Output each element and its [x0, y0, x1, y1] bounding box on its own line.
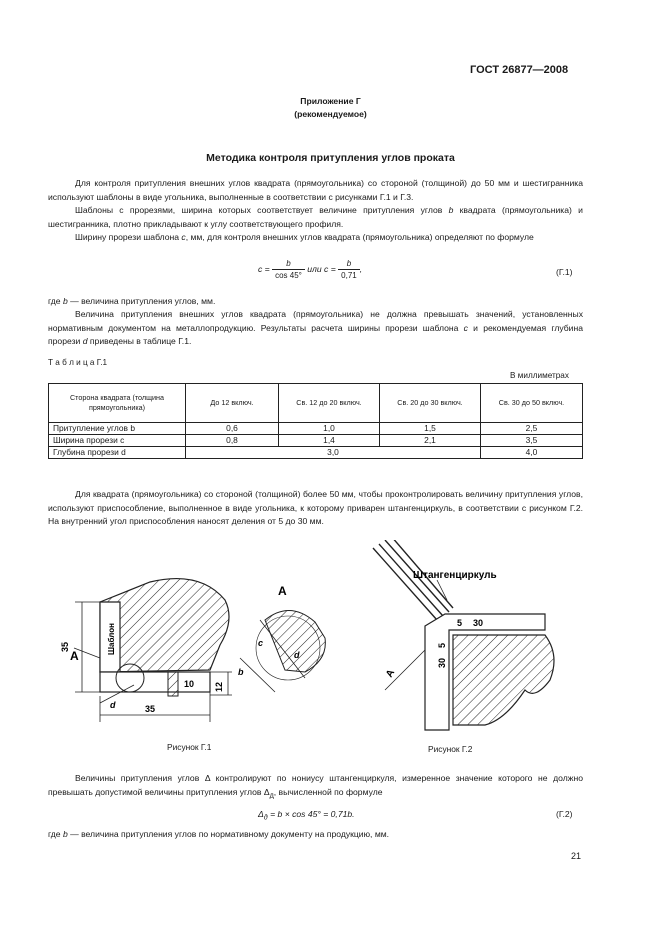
label-10: 10: [184, 679, 195, 689]
table-row-label: Ширина прорези c: [49, 435, 186, 447]
table-cell: 0,6: [186, 423, 279, 435]
label-c: c: [258, 638, 264, 648]
table-cell: 1,0: [279, 423, 380, 435]
label-12: 12: [214, 681, 224, 692]
figure-g2: [365, 540, 585, 740]
table-header-cell: Св. 12 до 20 включ.: [279, 384, 380, 423]
label-30: 30: [473, 618, 484, 628]
document-id: ГОСТ 26877—2008: [470, 64, 569, 76]
label-a: A: [70, 649, 79, 663]
appendix-status: (рекомендуемое): [294, 109, 367, 119]
table-cell: 1,5: [380, 423, 481, 435]
paragraph-2: Шаблоны с прорезями, ширина которых соответствует величине притупления углов b квадрата (прямоугольника) и шестигранника, плотно прикладывают к углу соответствующего профиля.: [48, 205, 583, 229]
table-cell: 2,1: [380, 435, 481, 447]
table-row-label: Притупление углов b: [49, 423, 186, 435]
label-d: d: [110, 700, 116, 710]
formula-g1: c = $\frac{b}{\cos 45^\circ}$ или c = $\frac{b}{0,71}$ ,: [258, 259, 363, 280]
table-row-label: Глубина прорези d: [49, 447, 186, 459]
label-35-vertical: 35: [60, 641, 70, 652]
table-g1: [48, 383, 583, 459]
paragraph-1: Для контроля притупления внешних углов квадрата (прямоугольника) со стороной (толщиной) до 50 мм и шестигранника используют шаблоны в виде угольника, выполненные в соответствии с рисунками Г.1 и Г.3.: [48, 178, 583, 202]
table-header-cell: Св. 20 до 30 включ.: [380, 384, 481, 423]
table-cell: 3,5: [481, 435, 583, 447]
slot: [168, 672, 178, 696]
where-clause-1: где b — величина притупления углов, мм.: [48, 296, 216, 306]
section-title: Методика контроля притупления углов проката: [206, 152, 455, 164]
formula-g2-number: (Г.2): [556, 809, 573, 819]
where-clause-2: где b — величина притупления углов по нормативному документу на продукцию, мм.: [48, 829, 390, 839]
label-d-detail: d: [294, 650, 300, 660]
figure-g2-caption: Рисунок Г.2: [428, 744, 473, 754]
profile-section: [453, 635, 554, 725]
table-row: [49, 435, 583, 447]
appendix-title: Приложение Г: [300, 96, 361, 106]
label-5: 5: [457, 618, 463, 628]
table-cell: 0,8: [186, 435, 279, 447]
table-cell: 4,0: [481, 447, 583, 459]
table-cell: 1,4: [279, 435, 380, 447]
formula-g1-number: (Г.1): [556, 267, 573, 277]
table-row: [49, 447, 583, 459]
table-header-cell: Сторона квадрата (толщина прямоугольника): [49, 384, 186, 423]
paragraph-4: Величина притупления внешних углов квадрата (прямоугольника) не должна превышать значений, установленных нормативным документом на металлопродукцию. Результаты расчета ширины прорези шаблона c и рекомендуемая глубина прорези d приведены в таблице Г.1.: [48, 309, 584, 347]
label-a-detail: A: [278, 584, 287, 598]
figure-g1-caption: Рисунок Г.1: [167, 742, 212, 752]
table-header-row: [49, 384, 583, 423]
paragraph-6: Величины притупления углов Δ контролируют по нониусу штангенциркуля, измеренное значение которого не должно превышать допустимой величины притупления углов $\Delta_д$, вычисленной по формуле: [48, 773, 583, 800]
table-label: Т а б л и ц а Г.1: [48, 358, 108, 367]
label-35-horizontal: 35: [145, 704, 156, 714]
label-template: Шаблон: [107, 623, 116, 655]
label-caliper: Штангенциркуль: [413, 570, 497, 581]
table-header-cell: Св. 30 до 50 включ.: [481, 384, 583, 423]
table-header-cell: До 12 включ.: [186, 384, 279, 423]
label-a: A: [384, 667, 398, 680]
paragraph-5: Для квадрата (прямоугольника) со стороной (толщиной) более 50 мм, чтобы проконтролировать величину притупления углов, используют приспособление, выполненное в виде угольника, к которому приварен штангенциркуль, в соответствии с рисунком Г.2. На внутренний угол приспособления наносят деления от 5 до 30 мм.: [48, 489, 583, 527]
label-30-vertical: 30: [437, 657, 447, 668]
table-cell: 2,5: [481, 423, 583, 435]
table-units: В миллиметрах: [510, 371, 569, 380]
table-cell-merged: 3,0: [186, 447, 481, 459]
table-row: [49, 423, 583, 435]
formula-g2: $\Delta_д = b \times \cos 45^\circ = 0,71b$.: [258, 809, 355, 822]
label-b: b: [238, 667, 244, 677]
label-5-vertical: 5: [437, 642, 447, 648]
figure-g1: [60, 560, 330, 740]
paragraph-3: Ширину прорези шаблона c, мм, для контроля внешних углов квадрата (прямоугольника) определяют по формуле: [75, 232, 534, 242]
page-number: 21: [571, 851, 582, 861]
